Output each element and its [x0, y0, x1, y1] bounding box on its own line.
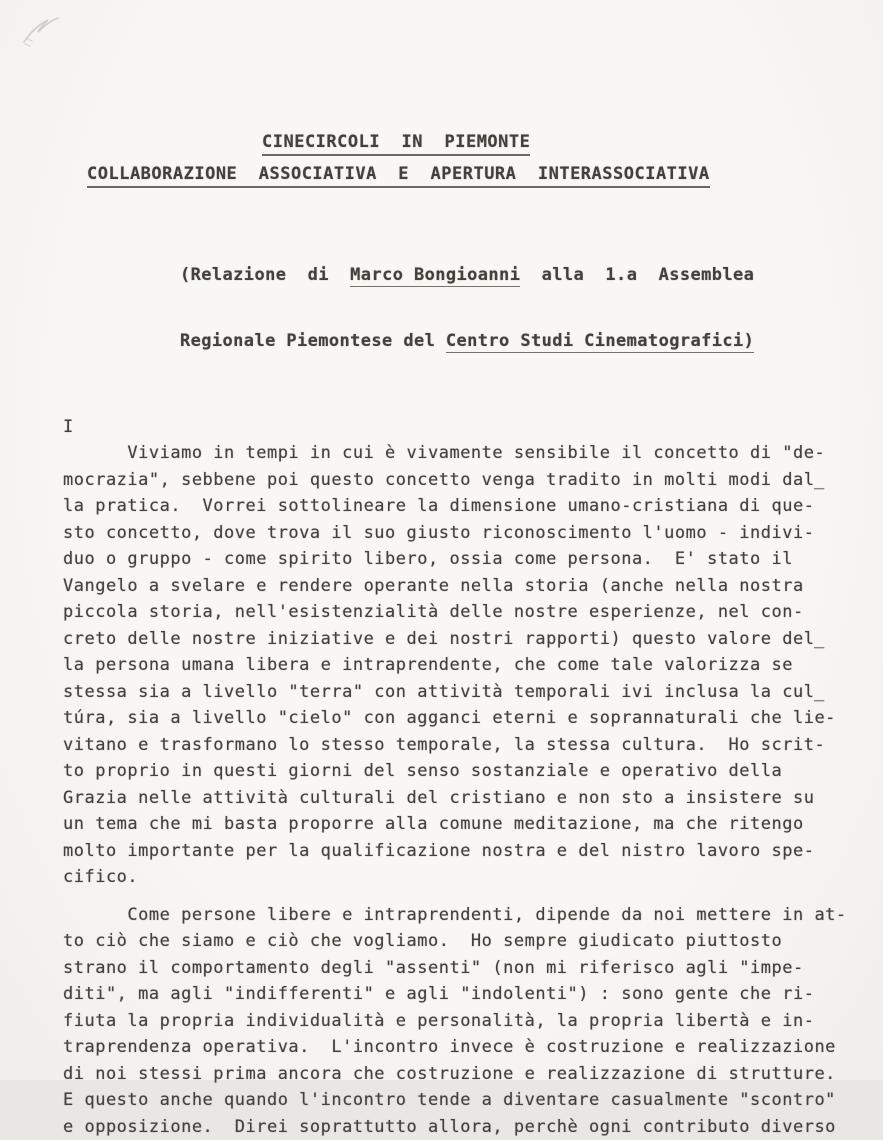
report-attribution — [180, 220, 883, 396]
paragraph-2: Come persone libere e intraprendenti, dipende da noi mettere in at- to ciò che siamo e ciò che vogliamo. Ho sempre giudicato piuttosto strano il comportamento degli "assenti" (non mi riferisco agli "impe- diti", ma agli "indifferenti" e agli "indolenti") : sono gente che ri- fiuta la propria individualità e personalità, la propria libertà e in- traprendenza operativa. L'incontro invece è costruzione e realizzazione di noi stessi prima ancora che costruzione e realizzazione di strutture. E questo anche quando l'incontro tende a diventare casualmente "scontro" e opposizione. Direi soprattutto allora, perchè ogni contributo diverso — [63, 902, 883, 1140]
author-name: Marco Bongioanni — [350, 265, 520, 287]
attribution-text-post: alla 1.a Assemblea — [520, 265, 754, 285]
pencil-scribble-icon — [14, 8, 74, 52]
attribution-line-2 — [180, 330, 883, 352]
attribution-text-pre-2: Regionale Piemontese del — [180, 331, 446, 351]
organization-name: Centro Studi Cinematografici) — [446, 331, 754, 353]
paragraph-1: Viviamo in tempi in cui è vivamente sensibile il concetto di "de- mocrazia", sebbene poi questo concetto venga tradito in molti modi dal̲ la pratica. Vorrei sottolineare la dimensione umano-cristiana di que- sto concetto, dove trova il suo giusto riconoscimento l'uomo - indivi- duo o gruppo - come spirito libero, ossia come persona. E' stato il Vangelo a svelare e rendere operante nella storia (anche nella nostra piccola storia, nell'esistenzialità delle nostre esperienze, nel con- creto delle nostre iniziative e dei nostri rapporti) questo valore del̲ la persona umana libera e intraprendente, che come tale valorizza se stessa sia a livello "terra" con attività temporali ivi inclusa la cul̲ túra, sia a livello "cielo" con agganci eterni e soprannaturali che lie- vitano e trasformano lo stesso temporale, la stessa cultura. Ho scrit- to proprio in questi giorni del senso sostanziale e operativo della Grazia nelle attività culturali del cristiano e non sto a insistere su un tema che mi basta proporre alla comune meditazione, ma che ritengo molto importante per la qualificazione nostra e del nistro lavoro spe- cifico. — [63, 440, 883, 891]
document-heading-secondary: COLLABORAZIONE ASSOCIATIVA E APERTURA INTERASSOCIATIVA — [87, 166, 710, 188]
document-title: CINECIRCOLI IN PIEMONTE — [262, 134, 530, 156]
attribution-line-1 — [180, 264, 883, 286]
section-marker: I — [63, 414, 883, 440]
attribution-text-pre: (Relazione di — [180, 265, 350, 285]
